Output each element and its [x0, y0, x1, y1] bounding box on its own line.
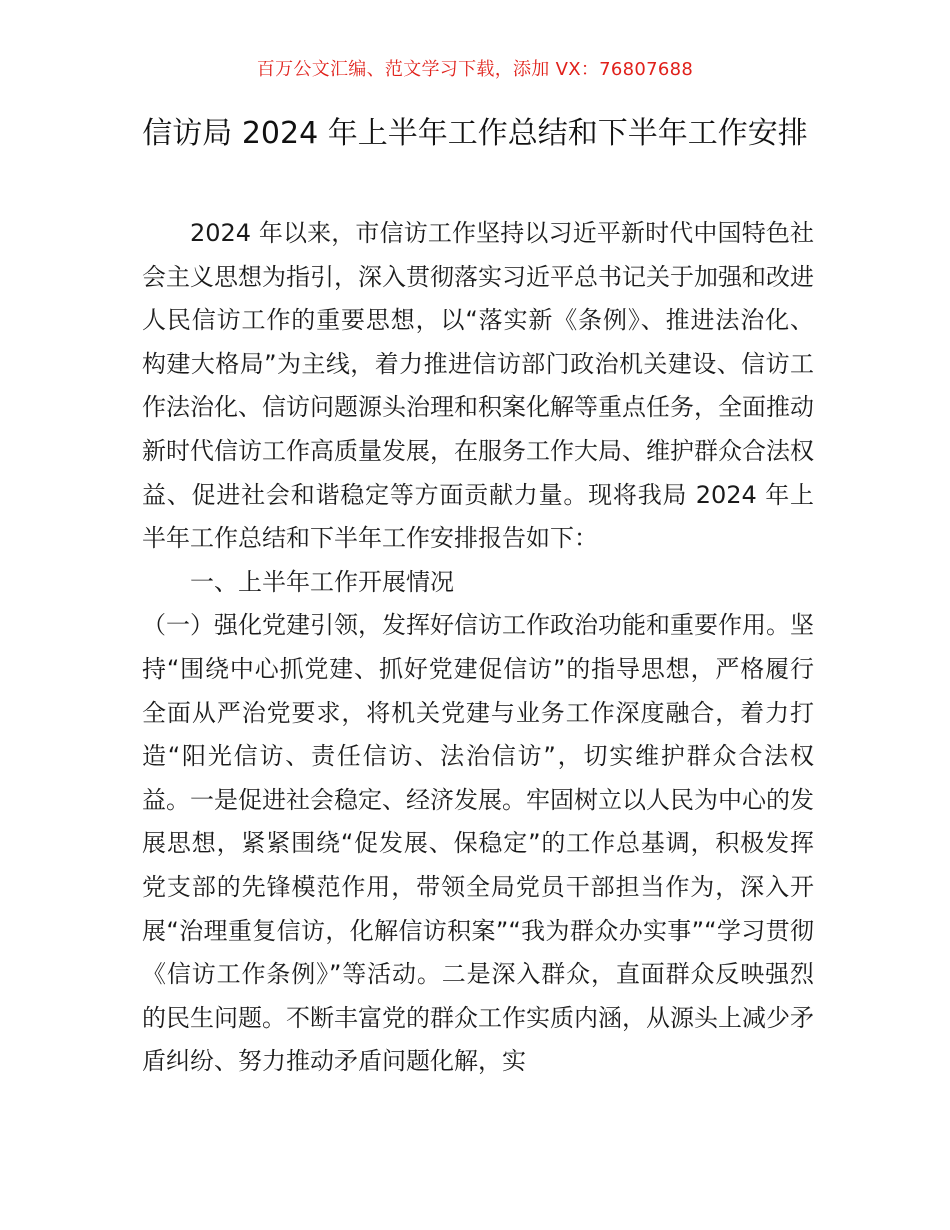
document-body — [142, 212, 814, 1084]
header-watermark-note: 百万公文汇编、范文学习下载，添加 VX：76807688 — [256, 59, 694, 80]
intro-paragraph: 2024 年以来，市信访工作坚持以习近平新时代中国特色社会主义思想为指引，深入贯彻落实习近平总书记关于加强和改进人民信访工作的重要思想，以“落实新《条例》、推进法治化、构建大格局”为主线，着力推进信访部门政治机关建设、信访工作法治化、信访问题源头治理和积案化解等重点任务，全面推动新时代信访工作高质量发展，在服务工作大局、维护群众合法权益、促进社会和谐稳定等方面贡献力量。现将我局 2024 年上半年工作总结和下半年工作安排报告如下： — [142, 219, 814, 553]
subsection-paragraph: （一）强化党建引领，发挥好信访工作政治功能和重要作用。坚持“围绕中心抓党建、抓好党建促信访”的指导思想，严格履行全面从严治党要求，将机关党建与业务工作深度融合，着力打造“阳光信访、责任信访、法治信访”，切实维护群众合法权益。一是促进社会稳定、经济发展。牢固树立以人民为中心的发展思想，紧紧围绕“促发展、保稳定”的工作总基调，积极发挥党支部的先锋模范作用，带领全局党员干部担当作为，深入开展“治理重复信访，化解信访积案”“我为群众办实事”“学习贯彻《信访工作条例》”等活动。二是深入群众，直面群众反映强烈的民生问题。不断丰富党的群众工作实质内涵，从源头上减少矛盾纠纷、努力推动矛盾问题化解，实 — [142, 611, 814, 1076]
section-heading: 一、上半年工作开展情况 — [190, 567, 454, 596]
document-title: 信访局 2024 年上半年工作总结和下半年工作安排 — [142, 116, 808, 151]
